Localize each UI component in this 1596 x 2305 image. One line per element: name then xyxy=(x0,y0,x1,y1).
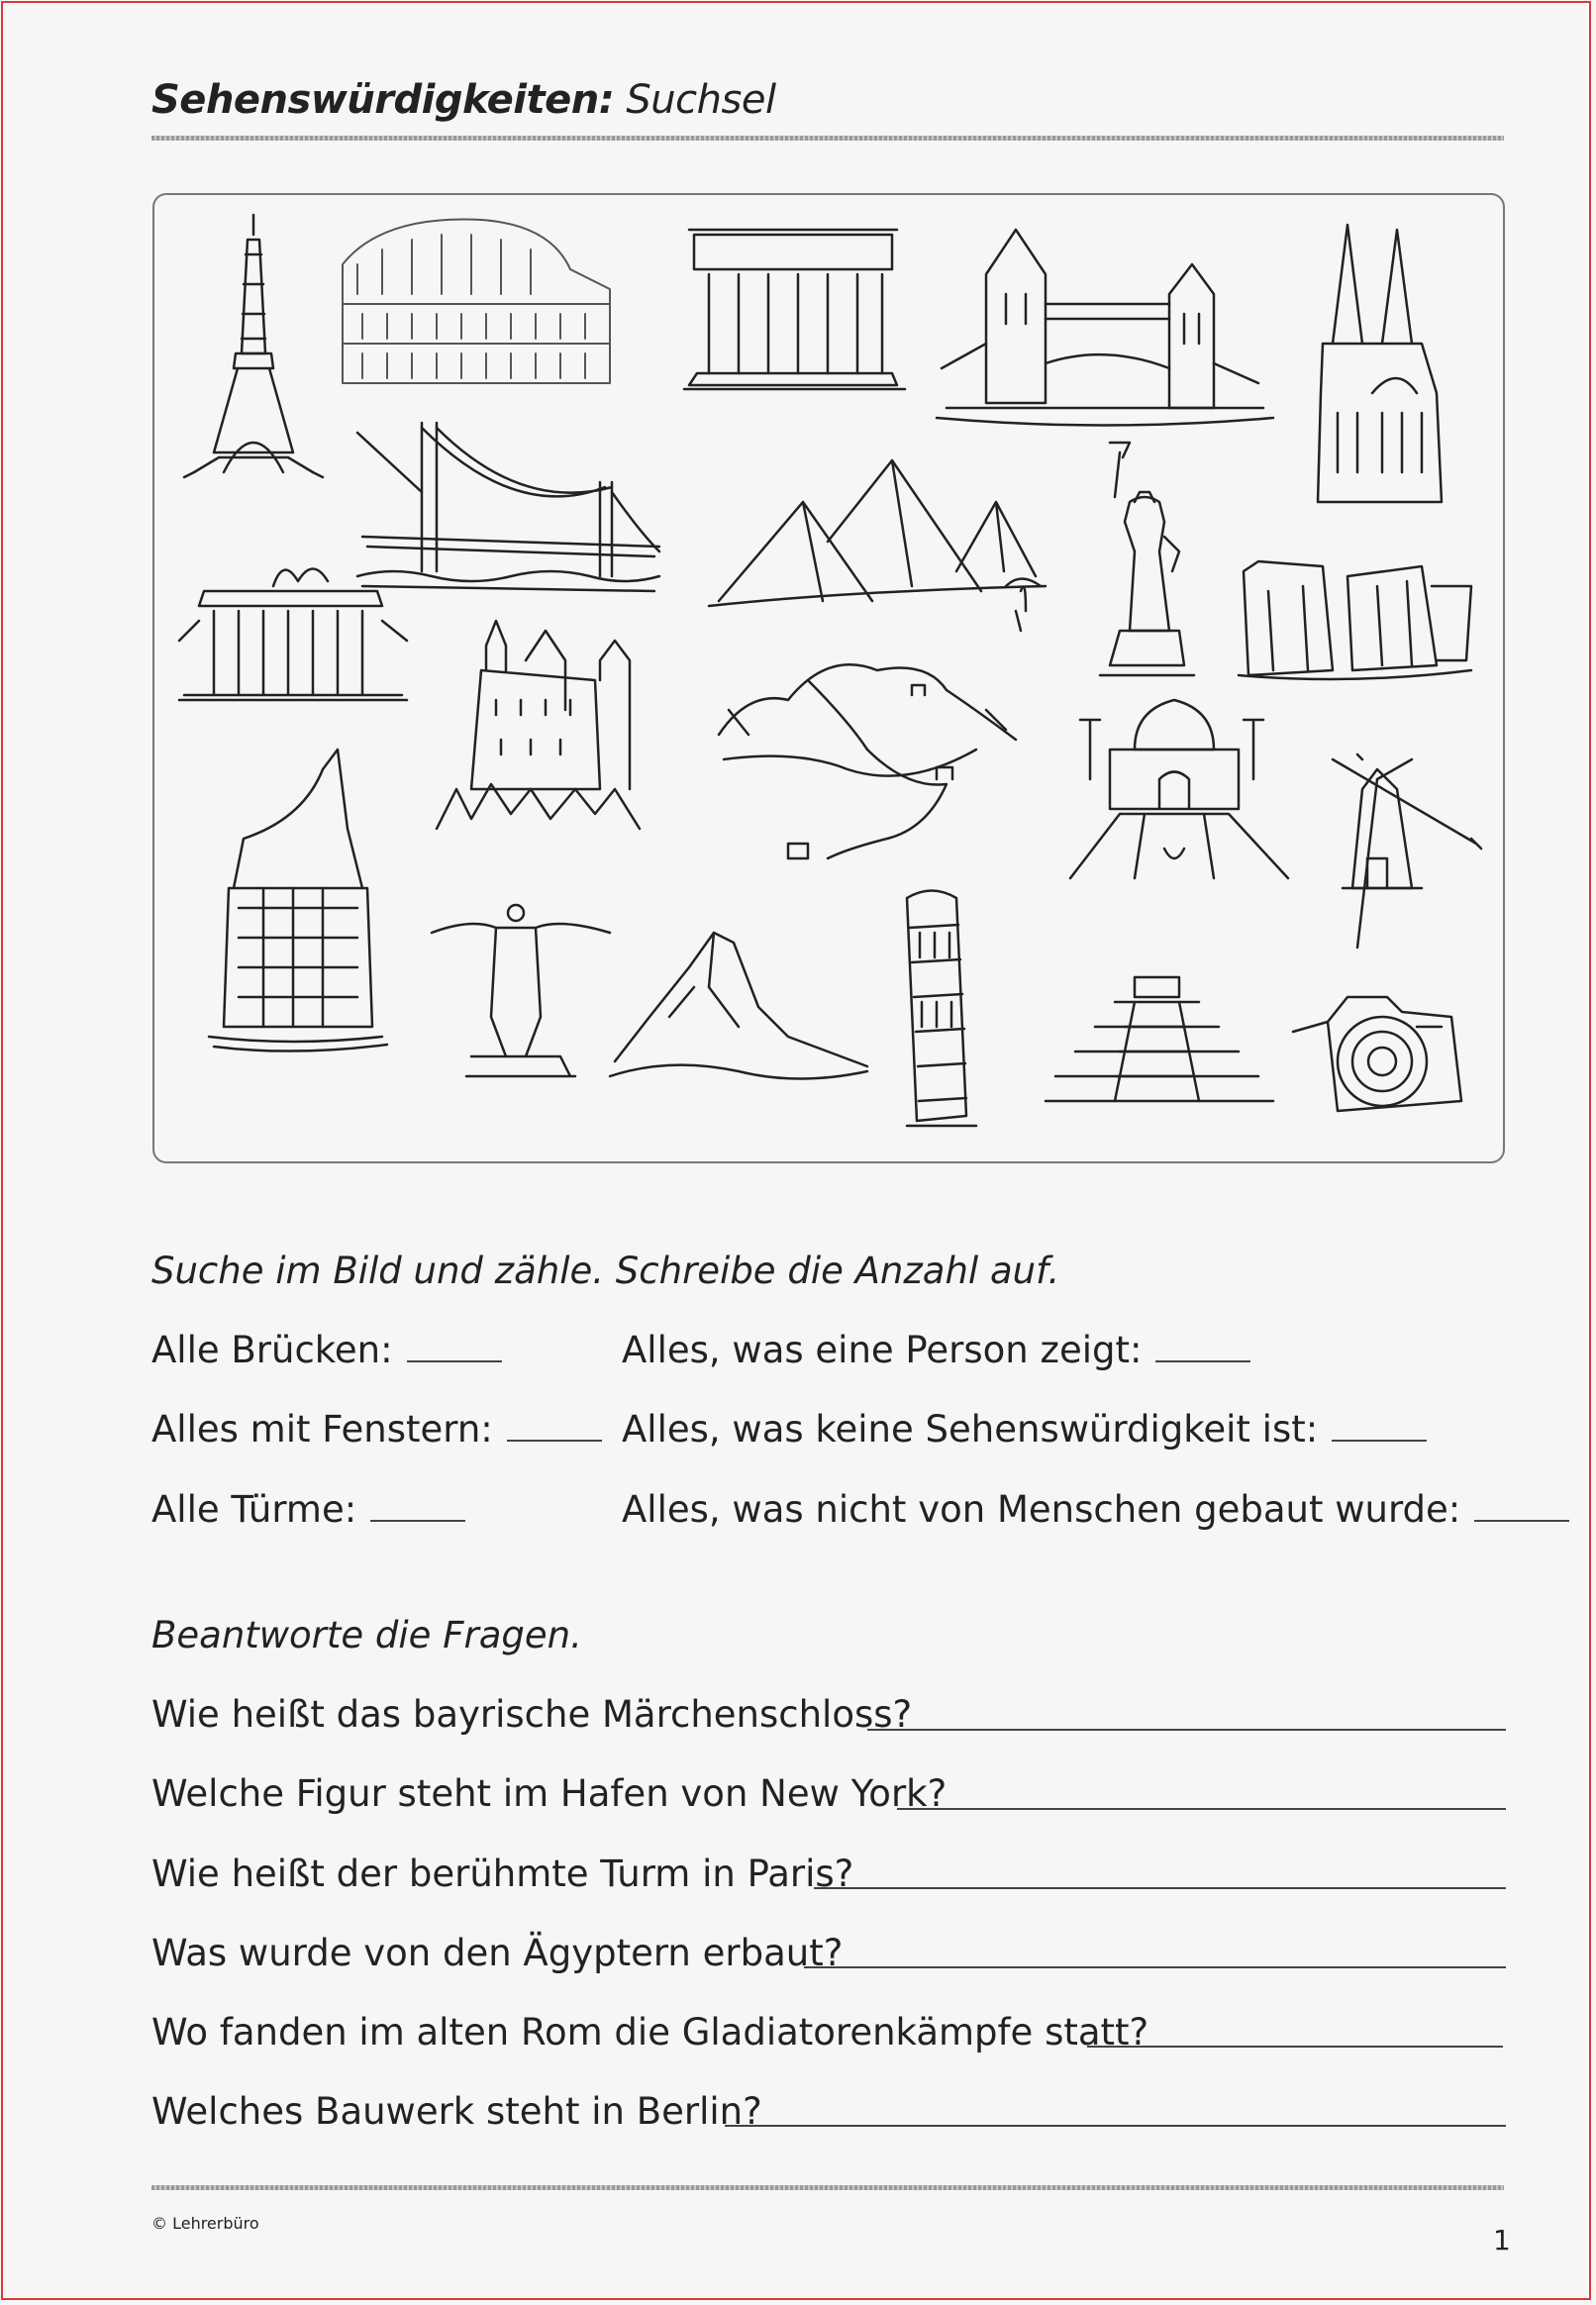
question-3: Wie heißt der berühmte Turm in Paris? xyxy=(151,1853,854,1895)
eiffel-tower-icon xyxy=(184,215,323,477)
count-row-no-landmark xyxy=(622,1408,1427,1451)
answer-blank[interactable] xyxy=(370,1498,465,1522)
answer-line-2[interactable] xyxy=(897,1808,1506,1810)
count-label: Alle Türme: xyxy=(151,1488,357,1531)
cologne-cathedral-icon xyxy=(1318,225,1442,502)
count-label: Alles, was nicht von Menschen gebaut wurde: xyxy=(622,1488,1461,1531)
answer-blank[interactable] xyxy=(1332,1418,1427,1442)
question-2: Welche Figur steht im Hafen von New York? xyxy=(151,1772,948,1815)
neuschwanstein-icon xyxy=(437,621,640,829)
answer-blank[interactable] xyxy=(1474,1498,1569,1522)
count-row-person xyxy=(622,1329,1250,1371)
top-divider xyxy=(151,136,1504,141)
count-row-natural xyxy=(622,1488,1569,1531)
question-6: Welches Bauwerk steht in Berlin? xyxy=(151,2090,762,2133)
pyramids-icon xyxy=(709,460,1046,631)
stonehenge-icon xyxy=(1239,561,1471,679)
matterhorn-icon xyxy=(610,933,867,1079)
page-number: 1 xyxy=(1493,2224,1511,2256)
answer-line-5[interactable] xyxy=(1087,2046,1503,2048)
page-title xyxy=(151,77,776,123)
title-bold: Sehenswürdigkeiten: xyxy=(151,77,615,123)
count-row-bridges xyxy=(151,1329,502,1371)
count-instruction: Suche im Bild und zähle. Schreibe die Anzahl auf. xyxy=(151,1250,1060,1292)
answer-line-6[interactable] xyxy=(725,2125,1506,2127)
elbphilharmonie-icon xyxy=(209,750,387,1052)
golden-gate-bridge-icon xyxy=(357,423,659,591)
statue-of-liberty-icon xyxy=(1100,443,1194,675)
count-label: Alle Brücken: xyxy=(151,1329,393,1371)
brandenburg-gate-icon xyxy=(179,569,407,701)
answer-blank[interactable] xyxy=(507,1418,602,1442)
great-wall-icon xyxy=(719,664,1016,858)
tower-bridge-icon xyxy=(937,230,1273,426)
count-label: Alles, was eine Person zeigt: xyxy=(622,1329,1143,1371)
camera-icon xyxy=(1293,997,1461,1111)
christ-redeemer-icon xyxy=(432,905,610,1076)
count-label: Alles, was keine Sehenswürdigkeit ist: xyxy=(622,1408,1319,1451)
answer-blank[interactable] xyxy=(407,1339,502,1362)
question-4: Was wurde von den Ägyptern erbaut? xyxy=(151,1932,844,1974)
answer-blank[interactable] xyxy=(1155,1339,1250,1362)
count-label: Alles mit Fenstern: xyxy=(151,1408,493,1451)
landmarks-picture xyxy=(152,193,1505,1163)
taj-mahal-icon xyxy=(1070,700,1288,878)
colosseum-icon xyxy=(343,220,610,383)
count-row-towers xyxy=(151,1488,465,1531)
bottom-divider xyxy=(151,2185,1504,2190)
parthenon-icon xyxy=(684,230,905,389)
questions-instruction: Beantworte die Fragen. xyxy=(151,1614,582,1656)
windmill-icon xyxy=(1333,754,1481,948)
answer-line-4[interactable] xyxy=(804,1966,1506,1968)
chichen-itza-icon xyxy=(1046,977,1273,1101)
question-1: Wie heißt das bayrische Märchenschloss? xyxy=(151,1693,913,1736)
leaning-tower-icon xyxy=(907,891,976,1127)
answer-line-1[interactable] xyxy=(867,1729,1506,1731)
answer-line-3[interactable] xyxy=(814,1887,1506,1889)
copyright: © Lehrerbüro xyxy=(151,2214,259,2233)
title-rest: Suchsel xyxy=(614,77,776,123)
question-5: Wo fanden im alten Rom die Gladiatorenkämpfe statt? xyxy=(151,2011,1149,2054)
count-row-windows xyxy=(151,1408,602,1451)
